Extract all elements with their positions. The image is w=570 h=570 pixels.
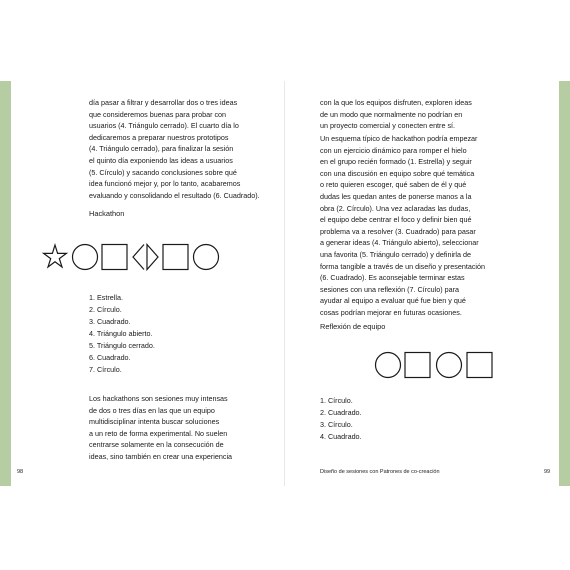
text-line: que consideremos buenas para probar con: [89, 109, 227, 119]
list-item: 7. Círculo.: [89, 365, 122, 374]
section-heading-hackathon: Hackathon: [89, 209, 125, 218]
text-line: dedicaremos a preparar nuestros prototipos: [89, 132, 229, 142]
square-icon: [467, 353, 492, 378]
left-page-edge: [0, 81, 11, 486]
hackathon-list: [89, 292, 155, 376]
square-icon: [163, 245, 188, 270]
list-item: 2. Cuadrado.: [320, 408, 362, 417]
book-spread: [0, 81, 570, 486]
text-line: obra (2. Círculo). Una vez aclaradas las dudas,: [320, 203, 471, 213]
list-item: 4. Cuadrado.: [320, 432, 362, 441]
text-line: Un esquema típico de hackathon podría empezar: [320, 134, 478, 143]
page-number-right: 99: [544, 469, 551, 475]
text-line: centrarse solamente en la consecución de: [89, 440, 224, 450]
list-item: 1. Estrella.: [89, 293, 123, 302]
section-heading-reflexion: Reflexión de equipo: [320, 322, 386, 331]
text-line: una favorita (5. Triángulo cerrado) y definirla de: [320, 249, 472, 259]
text-line: idea funcionó mejor y, por lo tanto, acabaremos: [89, 179, 241, 189]
text-line: con la que los equipos disfruten, exploren ideas: [320, 98, 472, 107]
circle-icon: [376, 353, 401, 378]
text-line: usuarios (4. Triángulo cerrado). El cuarto día lo: [89, 121, 239, 131]
text-line: en el grupo recién formado (1. Estrella) y seguir: [320, 157, 472, 167]
list-item: 4. Triángulo abierto.: [89, 329, 153, 338]
list-item: 2. Círculo.: [89, 305, 122, 314]
left-intro-paragraph: [89, 97, 260, 201]
text-line: (6. Cuadrado). Es aconsejable terminar estas: [320, 273, 465, 283]
reflexion-list: [320, 395, 362, 443]
right-body-paragraph: [320, 133, 485, 319]
triangle-closed-icon: [147, 245, 158, 270]
list-item: 1. Círculo.: [320, 396, 353, 405]
text-line: (5. Círculo) y sacando conclusiones sobre qué: [89, 167, 237, 177]
page-number-left: 98: [17, 469, 24, 475]
right-intro-paragraph: [320, 97, 472, 132]
reflexion-shape-sequence: [373, 350, 497, 380]
hackathon-shape-sequence: [40, 242, 222, 272]
book-gutter: [284, 81, 285, 486]
circle-icon: [194, 245, 219, 270]
text-line: con un ejercicio dinámico para romper el hielo: [320, 145, 467, 155]
running-footer: Diseño de sesiones con Patrones de co-creación: [320, 469, 440, 475]
circle-icon: [73, 245, 98, 270]
star-icon: [44, 245, 67, 267]
text-line: multidisciplinar intenta buscar soluciones: [89, 417, 220, 427]
text-line: día pasar a filtrar y desarrollar dos o tres ideas: [89, 98, 238, 107]
square-icon: [405, 353, 430, 378]
list-item: 5. Triángulo cerrado.: [89, 341, 155, 350]
text-line: a generar ideas (4. Triángulo abierto), seleccionar: [320, 238, 479, 248]
text-line: (4. Triángulo cerrado), para finalizar la sesión: [89, 144, 234, 154]
list-item: 3. Cuadrado.: [89, 317, 131, 326]
text-line: a un reto de forma experimental. No suelen: [89, 428, 228, 438]
circle-icon: [437, 353, 462, 378]
triangle-open-icon: [133, 245, 144, 270]
text-line: de un modo que normalmente no podrían en: [320, 109, 463, 119]
list-item: 6. Cuadrado.: [89, 353, 131, 362]
right-page-edge: [559, 81, 570, 486]
list-item: 3. Círculo.: [320, 420, 353, 429]
text-line: ayudar al equipo a evaluar qué fue bien y qué: [320, 296, 466, 306]
left-closing-paragraph: [89, 393, 232, 463]
square-icon: [102, 245, 127, 270]
text-line: evaluando y consolidando el resultado (6. Cuadrado).: [89, 190, 260, 200]
text-line: cosas podrían mejorar en futuras ocasiones.: [320, 307, 462, 317]
text-line: Los hackathons son sesiones muy intensas: [89, 394, 228, 403]
text-line: un proyecto comercial y conecten entre sí.: [320, 121, 456, 131]
text-line: con una discusión en equipo sobre qué temática: [320, 168, 475, 178]
text-line: problema va a resolver (3. Cuadrado) para pasar: [320, 226, 476, 236]
text-line: forma tangible a través de un diseño y presentación: [320, 261, 486, 271]
text-line: el quinto día exponiendo las ideas a usuarios: [89, 155, 233, 165]
text-line: el equipo debe centrar el foco y definir bien qué: [320, 215, 472, 225]
text-line: o reto quieren escoger, qué saben de él y qué: [320, 180, 467, 190]
text-line: sesiones con una reflexión (7. Círculo) para: [320, 284, 460, 294]
text-line: de dos o tres días en las que un equipo: [89, 405, 215, 415]
text-line: dudas les quedan antes de ponerse manos a la: [320, 191, 472, 201]
text-line: ideas, sino también en crear una experiencia: [89, 451, 233, 461]
